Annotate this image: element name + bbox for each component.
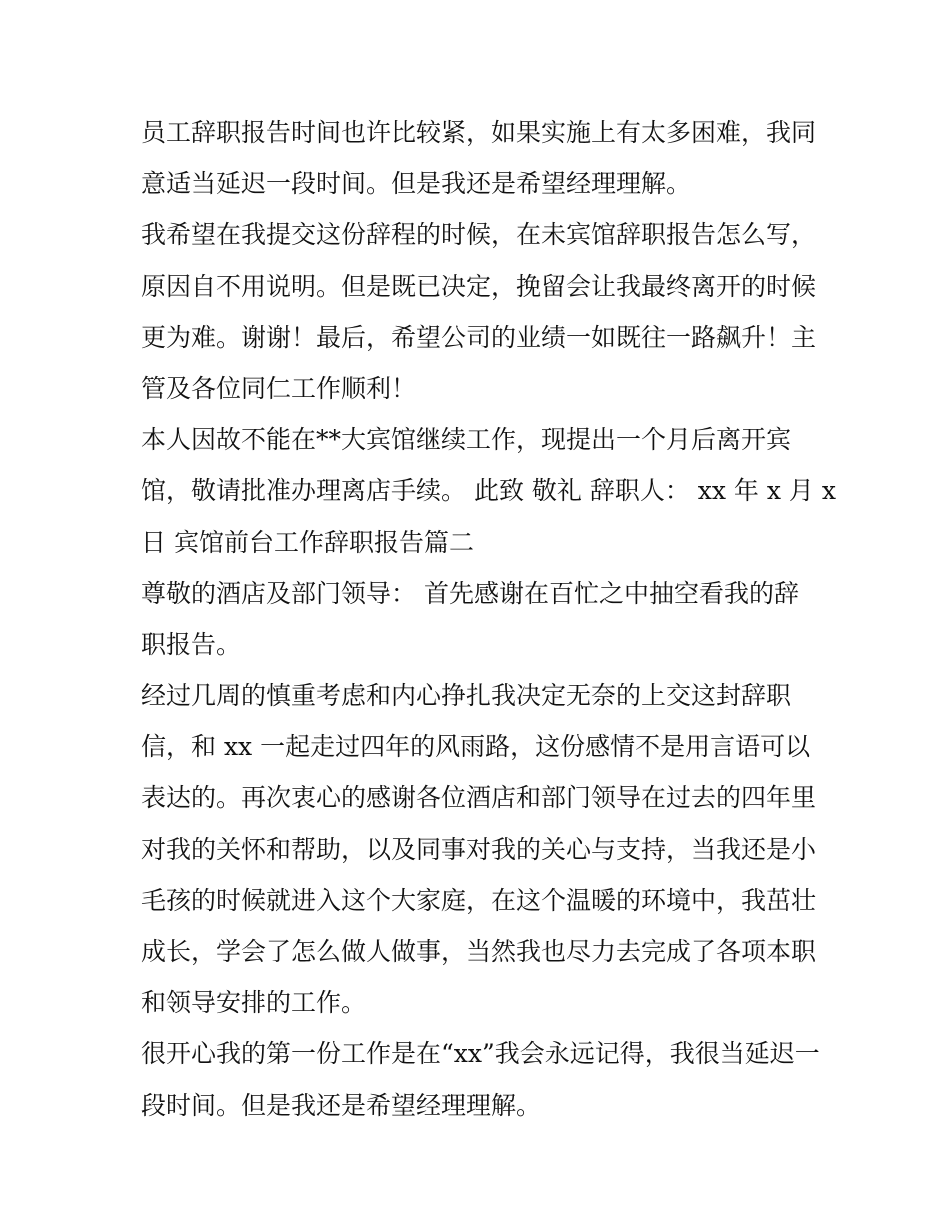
text-line: 经过几周的慎重考虑和内心挣扎我决定无奈的上交这封辞职 [141,681,792,711]
text-line: 段时间。但是我还是希望经理理解。 [141,1090,542,1120]
text-line: 毛孩的时候就进入这个大家庭，在这个温暖的环境中，我茁壮 [141,885,817,915]
document-body [141,107,836,1131]
text-line: 意适当延迟一段时间。但是我还是希望经理理解。 [141,169,692,199]
text-line: 管及各位同仁工作顺利！ [141,373,417,403]
text-line: 员工辞职报告时间也许比较紧，如果实施上有太多困难，我同 [141,118,817,147]
text-line: 信，和 xx 一起走过四年的风雨路，这份感情不是用言语可以 [141,732,811,762]
text-line: 职报告。 [141,629,242,659]
text-line: 很开心我的第一份工作是在“xx”我会永远记得，我很当延迟一 [141,1039,820,1069]
text-line: 表达的。再次衷心的感谢各位酒店和部门领导在过去的四年里 [141,783,817,813]
text-line: 更为难。谢谢！最后，希望公司的业绩一如既往一路飙升！主 [141,322,817,352]
text-line: 馆，敬请批准办理离店手续。 此致 敬礼 辞职人： xx 年 x 月 x [141,476,836,506]
text-line: 尊敬的酒店及部门领导： 首先感谢在百忙之中抽空看我的辞 [141,578,799,608]
text-line: 对我的关怀和帮助，以及同事对我的关心与支持，当我还是小 [141,834,817,864]
text-line: 我希望在我提交这份辞程的时候，在未宾馆辞职报告怎么写， [141,220,817,250]
text-line: 日 宾馆前台工作辞职报告篇二 [141,527,474,557]
text-line: 成长，学会了怎么做人做事，当然我也尽力去完成了各项本职 [141,937,817,966]
text-line: 和领导安排的工作。 [141,988,367,1018]
text-line: 本人因故不能在**大宾馆继续工作，现提出一个月后离开宾 [141,425,792,455]
text-line: 原因自不用说明。但是既已决定，挽留会让我最终离开的时候 [141,271,817,301]
